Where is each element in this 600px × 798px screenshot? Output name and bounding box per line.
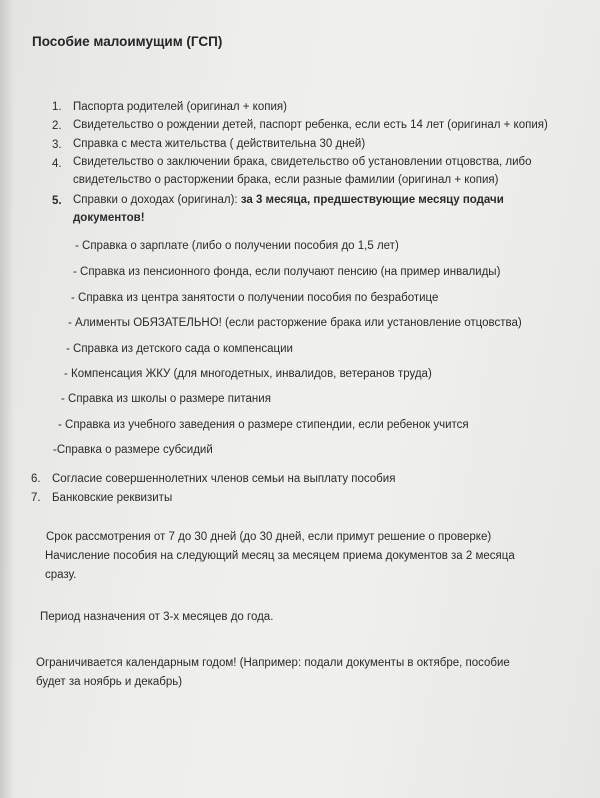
list-item: Справка с места жительства ( действительна 30 дней)	[73, 138, 366, 150]
list-item	[73, 194, 504, 206]
list-item: Свидетельство о рождении детей, паспорт ребенка, если есть 14 лет (оригинал + копия)	[73, 119, 548, 131]
list-item-emphasis-continuation: документов!	[73, 212, 145, 224]
sub-item: -Справка о размере субсидий	[53, 444, 213, 456]
sub-item: - Справка из учебного заведения о размере стипендии, если ребенок учится	[58, 419, 469, 431]
sub-item: - Компенсация ЖКУ (для многодетных, инвалидов, ветеранов труда)	[64, 368, 432, 380]
list-item-continuation: свидетельство о расторжении брака, если разные фамилии (оригинал + копия)	[73, 174, 499, 186]
document-title: Пособие малоимущим (ГСП)	[32, 34, 223, 49]
list-item: Паспорта родителей (оригинал + копия)	[73, 101, 287, 113]
item-number: 2.	[52, 120, 62, 132]
item-number: 6.	[31, 473, 41, 485]
limit-text-continuation: будет за ноябрь и декабрь)	[36, 676, 183, 688]
item-number: 4.	[52, 158, 62, 170]
sub-item: - Справка из детского сада о компенсации	[66, 343, 293, 355]
item-number: 7.	[31, 492, 41, 504]
accrual-text-continuation: сразу.	[45, 569, 77, 581]
list-item-emphasis: за 3 месяца, предшествующие месяцу подачи	[240, 194, 504, 206]
item-number: 1.	[52, 101, 62, 113]
item-number: 3.	[52, 139, 62, 151]
limit-text: Ограничивается календарным годом! (Например: подали документы в октябре, пособие	[36, 657, 510, 669]
sub-item: - Алименты ОБЯЗАТЕЛЬНО! (если расторжение брака или установление отцовства)	[68, 317, 522, 329]
sub-item: - Справка из пенсионного фонда, если получают пенсию (на пример инвалиды)	[73, 266, 501, 278]
sub-item: - Справка из центра занятости о получении пособия по безработице	[71, 292, 439, 304]
list-item-text: Справки о доходах (оригинал):	[73, 194, 241, 206]
list-item: Банковские реквизиты	[52, 492, 173, 504]
accrual-text: Начисление пособия на следующий месяц за месяцем приема документов за 2 месяца	[45, 550, 515, 562]
sub-item: - Справка о зарплате (либо о получении пособия до 1,5 лет)	[75, 240, 399, 252]
list-item: Свидетельство о заключении брака, свидетельство об установлении отцовства, либо	[73, 156, 532, 168]
item-number: 5.	[52, 195, 62, 207]
review-period-text: Срок рассмотрения от 7 до 30 дней (до 30 дней, если примут решение о проверке)	[46, 531, 492, 543]
sub-item: - Справка из школы о размере питания	[61, 393, 271, 405]
list-item: Согласие совершеннолетних членов семьи на выплату пособия	[52, 473, 396, 485]
assignment-period-text: Период назначения от 3-х месяцев до года.	[40, 611, 274, 623]
page-shadow	[0, 0, 14, 798]
